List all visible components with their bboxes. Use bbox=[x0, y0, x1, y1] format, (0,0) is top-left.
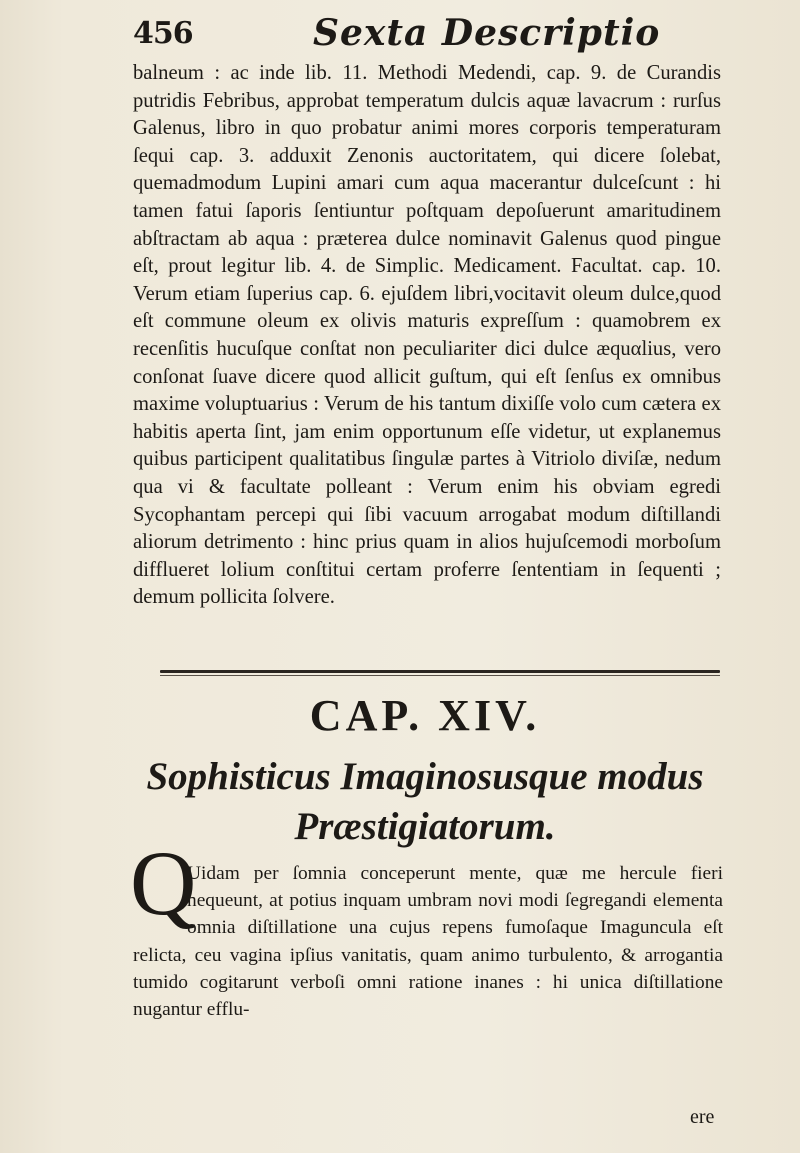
section-divider-thin bbox=[160, 675, 720, 676]
running-title: Sexta Descriptio bbox=[313, 12, 661, 54]
chapter-paragraph-text: Uidam per ſomnia conceperunt mente, quæ me hercule fieri nequeunt, at potius inquam umbram novi modi ſegregandi elementa omnia diſtillatione una cujus repens fumoſaque Imaguncula eſt relicta, ceu vagina ipſius vanitatis, quam animo turbulento, & arrogantia tumido cogitarunt verboſi omni ratione inanes : hi unica diſtillatione nugantur efflu- bbox=[133, 863, 723, 1021]
section-divider bbox=[160, 670, 720, 673]
chapter-label: CAP. XIV. bbox=[309, 691, 541, 740]
drop-cap: Q bbox=[130, 832, 197, 934]
page-number: 456 bbox=[133, 16, 193, 51]
chapter-title: Sophisticus Imaginosusque modus Præstigiatorum. bbox=[146, 755, 704, 848]
drop-cap-space bbox=[133, 860, 187, 938]
body-text: balneum : ac inde lib. 11. Methodi Medendi, cap. 9. de Curandis putridis Febribus, approbat temperatum dulcis aquæ lavacrum : rurſus Galenus, libro in quo probatur animi mores corporis temperaturam ſequi cap. 3. adduxit Zenonis auctoritatem, qui dicere ſolebat, quemadmodum Lupini amari cum aqua macerantur dulceſcunt : hi tamen fatui ſaporis ſentiuntur poſtquam depoſuerunt amaritudinem abſtractam ab aqua : prætereа dulce nominavit Galenus quod pingue eſt, prout legitur lib. 4. de Simplic. Medicament. Facultat. cap. 10. Verum etiam ſuperius cap. 6. ejuſdem libri,vocitavit oleum dulce,quod eſt commune oleum ex olivis maturis expreſſum : quamobrem ex recenſitis hucuſque conſtat non peculiariter dici dulce æquαlius, vero conſonat ſuave dicere quod allicit guſtum, qui eſt ſenſus ex omnibus maxime voluptuarius : Verum de his tantum dixiſſe volo cum cætera ex habitis aperta ſint, jam enim opportunum eſſe videtur, ut explanemus quibus participent qualitatibus ſingulæ partes à Vitriolo diviſæ, nedum qua vi & facultate polleant : Verum enim his obviam egredi Sycophantam percepi qui ſibi vacuum arrogabat modum diſtillandi aliorum detrimento : hinc prius quam in alios hujuſcemodi morboſum diffluerеt lolium conſtitui certam proferre ſententiam in ſequenti ; demum pollicita ſolvere. bbox=[133, 62, 721, 609]
chapter-paragraph bbox=[133, 860, 723, 1023]
page-header bbox=[133, 10, 723, 58]
catchword: ere bbox=[690, 1106, 715, 1128]
